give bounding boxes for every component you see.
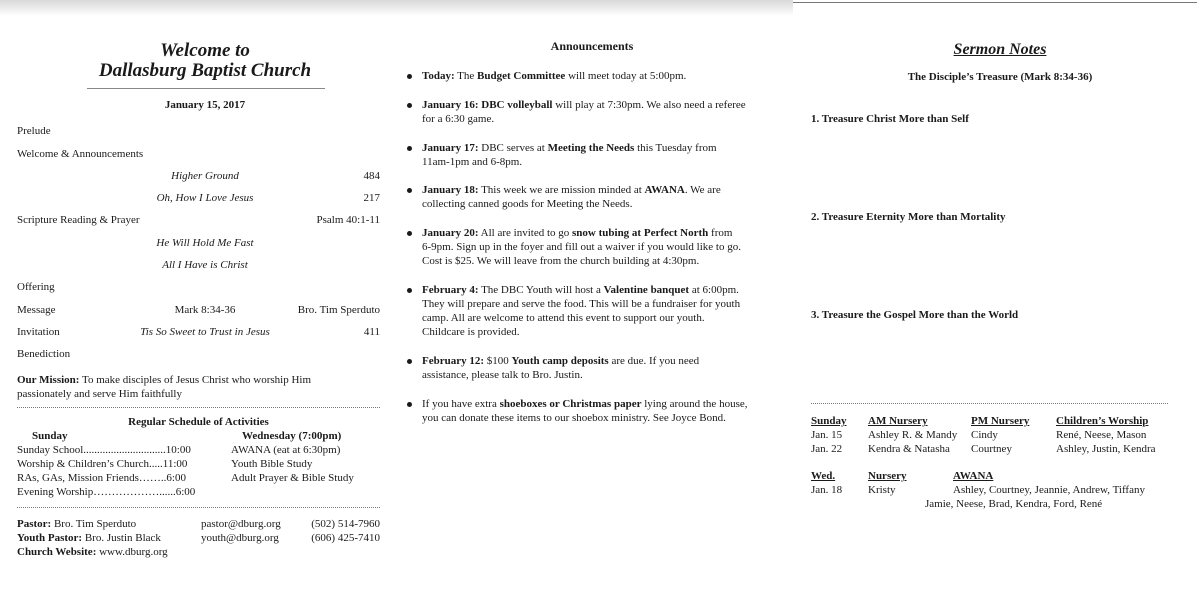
sermon-point: 3. Treasure the Gospel More than the World [811, 309, 1019, 321]
nursery-header-am: AM Nursery [868, 415, 928, 427]
top-rule [793, 2, 1197, 3]
announcement-item: January 20: All are invited to go snow tubing at Perfect North from 6-9pm. Sign up in the foyer and fill out a waiver if you would like to go. Cost is $25. We will leave from the church building at 4:30pm. [422, 227, 741, 267]
nursery-header-wed: Wed. [811, 470, 836, 482]
youth-pastor-label: Youth Pastor: [17, 532, 83, 544]
nursery-childrens-worship: René, Neese, Mason [1056, 429, 1147, 441]
nursery-header-sunday: Sunday [811, 415, 847, 427]
schedule-sunday-item: Worship & Children’s Church.....11:00 [17, 458, 188, 470]
pastor-phone: (502) 514-7960 [311, 518, 380, 530]
announcement-item: January 17: DBC serves at Meeting the Needs this Tuesday from 11am-1pm and 6-8pm. [422, 142, 717, 168]
wed-nursery: Kristy [868, 484, 896, 496]
title-rule [87, 88, 325, 89]
pastor-label: Pastor: [17, 518, 52, 530]
mission-label: Our Mission: [17, 374, 80, 386]
message-speaker: Bro. Tim Sperduto [297, 304, 380, 316]
nursery-pm: Cindy [971, 429, 998, 441]
announcements-heading: Announcements [550, 39, 634, 53]
wed-date: Jan. 18 [811, 484, 843, 496]
youth-pastor-email[interactable]: youth@dburg.org [201, 532, 279, 544]
website-label: Church Website: [17, 546, 97, 558]
hymn-number: 217 [363, 192, 380, 204]
order-benediction: Benediction [17, 348, 71, 360]
nursery-header-pm: PM Nursery [971, 415, 1030, 427]
sermon-notes-title: Sermon Notes [953, 41, 1047, 58]
song-title: All I Have is Christ [162, 259, 248, 271]
awana-helpers: Ashley, Courtney, Jeannie, Andrew, Tiffany [953, 484, 1145, 496]
nursery-am: Kendra & Natasha [868, 443, 950, 455]
invitation-song: Tis So Sweet to Trust in Jesus [140, 326, 270, 338]
schedule-title: Regular Schedule of Activities [128, 416, 269, 428]
service-date: January 15, 2017 [164, 99, 246, 111]
youth-pastor-line [17, 531, 161, 545]
nursery-pm: Courtney [971, 443, 1012, 455]
mission-text: passionately and serve Him faithfully [17, 388, 182, 400]
announcement-item: Today: The Budget Committee will meet today at 5:00pm. [422, 70, 687, 82]
hymn-title: Oh, How I Love Jesus [156, 192, 254, 204]
schedule-sunday-item: Evening Worship………………......6:00 [17, 486, 196, 498]
sermon-point: 2. Treasure Eternity More than Mortality [811, 211, 1006, 223]
youth-pastor-name: Bro. Justin Black [84, 532, 161, 544]
order-invitation: Invitation [17, 326, 60, 338]
announcement-item: January 16: DBC volleyball will play at 7:30pm. We also need a referee for a 6:30 game. [422, 99, 746, 125]
awana-helpers: Jamie, Neese, Brad, Kendra, Ford, René [925, 498, 1103, 510]
divider [17, 407, 380, 408]
website-url[interactable]: www.dburg.org [99, 546, 168, 558]
schedule-wednesday-item: Adult Prayer & Bible Study [231, 472, 354, 484]
order-scripture: Scripture Reading & Prayer [17, 214, 140, 226]
pastor-line [17, 517, 136, 531]
mission-text: To make disciples of Jesus Christ who worship Him [82, 374, 312, 386]
schedule-sunday-heading: Sunday [32, 430, 68, 442]
order-offering: Offering [17, 281, 55, 293]
order-welcome: Welcome & Announcements [17, 148, 144, 160]
nursery-header-nursery: Nursery [868, 470, 907, 482]
welcome-title-line1: Welcome to [160, 40, 250, 61]
welcome-title-line2: Dallasburg Baptist Church [98, 60, 312, 81]
schedule-wednesday-item: AWANA (eat at 6:30pm) [231, 444, 341, 456]
pastor-name: Bro. Tim Sperduto [53, 518, 137, 530]
nursery-date: Jan. 15 [811, 429, 843, 441]
hymn-title: Higher Ground [171, 170, 239, 182]
announcement-item: January 18: This week we are mission minded at AWANA. We are collecting canned goods for Meeting the Needs. [422, 184, 721, 210]
top-shadow [0, 0, 793, 16]
sermon-subtitle: The Disciple’s Treasure (Mark 8:34-36) [907, 71, 1093, 83]
announcement-item: February 4: The DBC Youth will host a Valentine banquet at 6:00pm. They will prepare and serve the food. This will be a fundraiser for youth camp. All are welcome to attend this event to support our youth. Childcare is provided. [422, 284, 741, 338]
nursery-header-awana: AWANA [953, 470, 994, 482]
nursery-header-childrens-worship: Children’s Worship [1056, 415, 1149, 427]
schedule-wednesday-heading: Wednesday (7:00pm) [242, 430, 342, 442]
schedule-sunday-item: Sunday School..............................10:00 [17, 444, 191, 456]
order-prelude: Prelude [17, 125, 51, 137]
website-line [17, 545, 168, 559]
sermon-point: 1. Treasure Christ More than Self [811, 113, 969, 125]
nursery-date: Jan. 22 [811, 443, 843, 455]
pastor-email[interactable]: pastor@dburg.org [201, 518, 281, 530]
schedule-wednesday-list [231, 443, 391, 485]
schedule-wednesday-item: Youth Bible Study [231, 458, 313, 470]
nursery-am: Ashley R. & Mandy [868, 429, 958, 441]
announcement-item: February 12: $100 Youth camp deposits are due. If you need assistance, please talk to Bro. Justin. [422, 355, 700, 381]
youth-pastor-phone: (606) 425-7410 [311, 532, 380, 544]
announcement-item: If you have extra shoeboxes or Christmas paper lying around the house, you can donate these items to our shoebox ministry. See Joyce Bond. [422, 398, 748, 424]
message-reference: Mark 8:34-36 [174, 304, 236, 316]
schedule-sunday-list [17, 443, 217, 499]
invitation-number: 411 [363, 326, 380, 338]
schedule-sunday-item: RAs, GAs, Mission Friends……..6:00 [17, 472, 186, 484]
mission-statement [17, 373, 387, 401]
scripture-reference: Psalm 40:1-11 [316, 214, 380, 226]
divider [17, 507, 380, 508]
order-message: Message [17, 304, 56, 316]
song-title: He Will Hold Me Fast [156, 237, 254, 249]
nursery-childrens-worship: Ashley, Justin, Kendra [1056, 443, 1156, 455]
hymn-number: 484 [363, 170, 380, 182]
divider [811, 403, 1168, 404]
